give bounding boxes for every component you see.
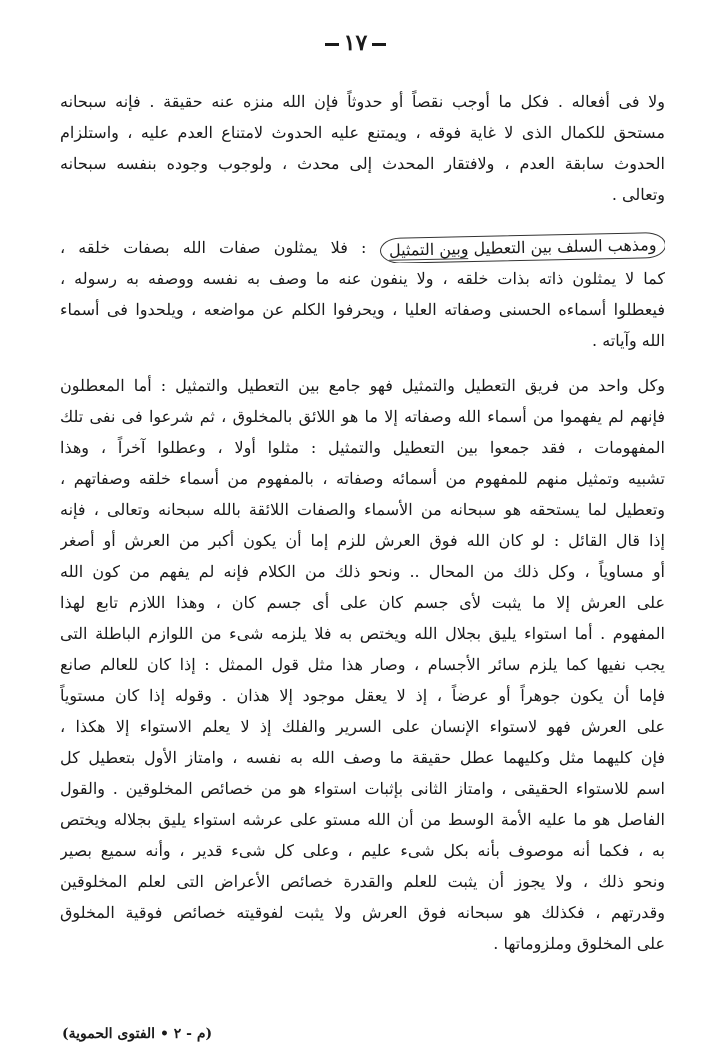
text-line: فإن كليهما مثل وكليهما عطل حقيقة ما وصف الله به نفسه ، وامتاز الأول بتعطيل كل xyxy=(60,748,665,767)
text-line: إذا قال القائل : لو كان الله فوق العرش للزم إما أن يكون أكبر من العرش أو أصغر xyxy=(60,531,665,550)
footer-signature: (م - ٢ • الفتوى الحموية) xyxy=(62,1026,213,1042)
text-line: وكل واحد من فريق التعطيل والتمثيل فهو جامع بين التعطيل والتمثيل : أما المعطلون xyxy=(60,376,665,395)
text-line: وقدرتهم ، فكذلك هو سبحانه فوق العرش ولا يثبت لفوقيته خصائص فوقية المخلوق xyxy=(60,903,665,922)
text-line: يجب نفيها كما يلزم سائر الأجسام ، وصار هذا مثل قول الممثل : إذا كان للعالم صانع xyxy=(60,655,665,674)
circled-annotation xyxy=(379,232,665,263)
page-number xyxy=(0,30,711,56)
text-line: على العرش فهو لاستواء الإنسان على السرير والفلك إذ لا يعلم الاستواء إلا هكذا ، xyxy=(60,717,665,736)
right-dash xyxy=(372,43,386,46)
text-line: به ، فكما أنه موصوف بأنه بكل شىء عليم ، وعلى كل شىء قدير ، وأنه سميع بصير xyxy=(60,841,665,860)
text-line: وتعالى . xyxy=(611,185,665,204)
text-line: ولا فى أفعاله . فكل ما أوجب نقصاً أو حدوثاً فإن الله منزه عنه حقيقة . فإنه سبحانه xyxy=(60,92,665,111)
text-line: فإما أن يكون جوهراً أو عرضاً ، إذ لا يعقل موجود إلا هذان . وقوله إذا كان مستوياً xyxy=(60,686,665,705)
page-number-text: ١٧ xyxy=(343,30,368,56)
text-line: فيعطلوا أسماءه الحسنى وصفاته العليا ، ويحرفوا الكلم عن مواضعه ، ويلحدوا فى أسماء xyxy=(60,300,665,319)
text-line: كما لا يمثلون ذاته بذات خلقه ، ولا ينفون عنه ما وصف به نفسه ووصفه به رسوله ، xyxy=(60,269,665,288)
text-line: وتعطيل لما يستحقه هو سبحانه من الأسماء والصفات اللائقة بالله سبحانه وتعالى ، فإنه xyxy=(60,500,665,519)
text-line: ونحو ذلك ، ولا يجوز أن يثبت للعلم والقدرة خصائص الأعراض التى لعلم المخلوقين xyxy=(60,872,665,891)
text-line: أو مساوياً ، وكل ذلك من المحال .. ونحو ذلك من الكلام فإنه لم يفهم من كون الله xyxy=(60,562,665,581)
paragraph-1 xyxy=(60,86,665,210)
text-line: اسم للاستواء الحقيقى ، وامتاز الثانى بإثبات استواء هو من خصائص المخلوقين . والقول xyxy=(60,779,665,798)
text-line: المفهوم . أما استواء يليق بجلال الله ويختص به فلا يلزمه شىء من اللوازم الباطلة التى xyxy=(60,624,665,643)
paragraph-3 xyxy=(60,370,665,959)
text-line: الحدوث سابقة العدم ، ولافتقار المحدث إلى محدث ، ولوجوب وجوده بنفسه سبحانه xyxy=(60,154,665,173)
line-rest: : فلا يمثلون صفات الله بصفات خلقه ، xyxy=(60,238,367,257)
text-line: فإنهم لم يفهموا من أسماء الله وصفاته إلا ما هو اللائق بالمخلوق ، ثم شرعوا فى نفى تلك xyxy=(60,407,665,426)
underlined-text: وبين التمثيل xyxy=(388,239,469,260)
text-line: تشبيه وتمثيل منهم للمفهوم من أسمائه وصفاته ، بالمفهوم من أسماء خلقه وصفاتهم ، xyxy=(60,469,665,488)
text-line: على العرش إلا ما يثبت لأى جسم كان على أى جسم كان ، وهذا اللازم تابع لهذا xyxy=(60,593,665,612)
text-line: المفهومات ، فقد جمعوا بين التعطيل والتمثيل : مثلوا أولا ، وعطلوا آخراً ، وهذا xyxy=(60,438,665,457)
circled-text: ومذهب السلف بين التعطيل xyxy=(472,235,657,259)
left-dash xyxy=(325,43,339,46)
text-line: على المخلوق وملزوماتها . xyxy=(493,934,665,953)
text-line: الفاصل هو ما عليه الأمة الوسط من أن الله مستو على عرشه استواء يليق بجلاله ويختص xyxy=(60,810,665,829)
text-line: مستحق للكمال الذى لا غاية فوقه ، ويمتنع عليه الحدوث لامتناع العدم عليه ، واستلزام xyxy=(60,123,665,142)
paragraph-2 xyxy=(60,232,665,356)
text-line-with-annotation xyxy=(60,232,665,263)
text-line: الله وآياته . xyxy=(592,331,665,350)
